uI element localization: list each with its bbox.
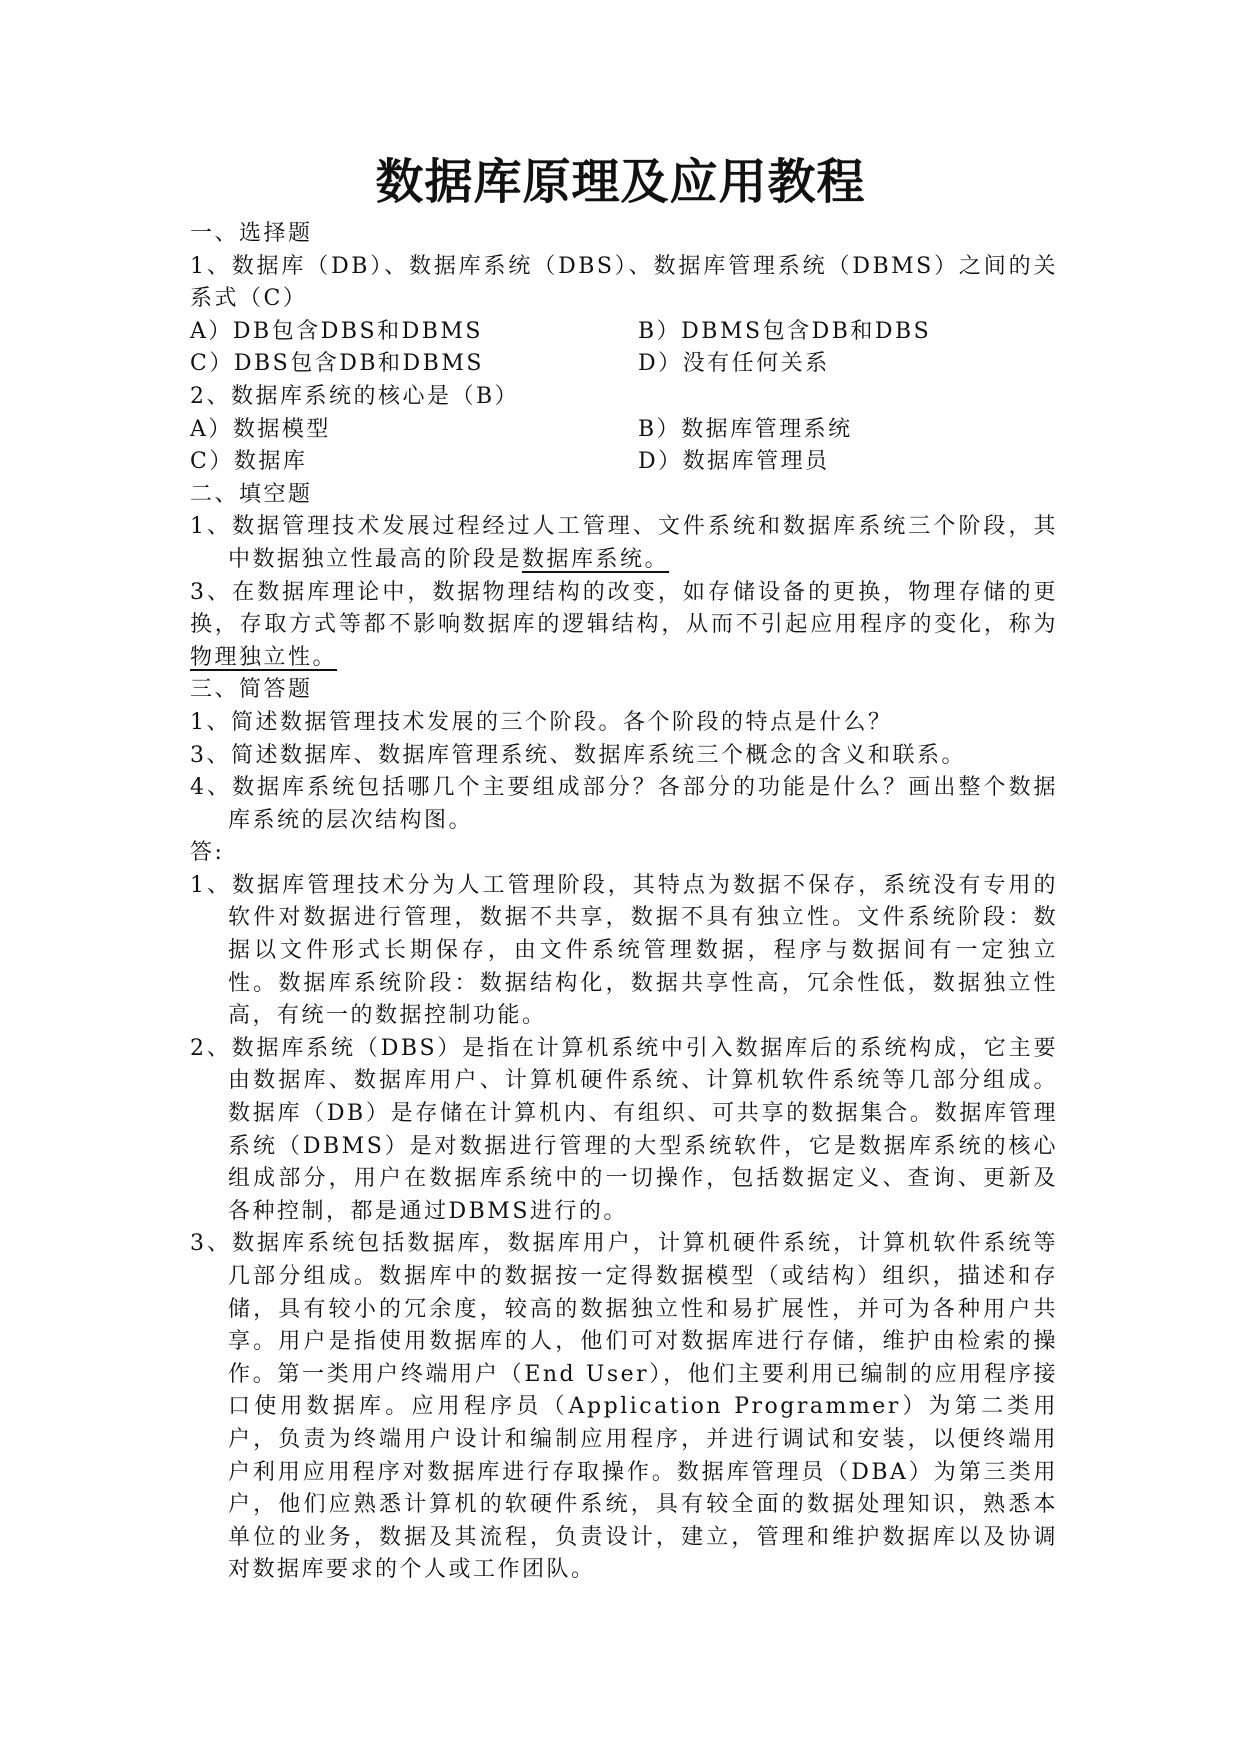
option-d: D）没有任何关系	[638, 351, 830, 377]
document-body	[190, 218, 1058, 1587]
section-heading-short-answer: 三、简答题	[190, 677, 313, 703]
answer-blank: 数据库系统。	[522, 546, 670, 572]
section-heading-choice: 一、选择题	[190, 221, 313, 246]
option-c: C）数据库	[190, 449, 308, 475]
answers-label: 答:	[190, 840, 225, 866]
section-heading-fill: 二、填空题	[190, 481, 313, 507]
options-row	[190, 316, 1058, 349]
answer-1: 1、数据库管理技术分为人工管理阶段，其特点为数据不保存，系统没有专用的软件对数据进行管理，数据不共享，数据不具有独立性。文件系统阶段：数据以文件形式长期保存，由文件系统管理数据，程序与数据间有一定独立性。数据库系统阶段：数据结构化，数据共享性高，冗余性低，数据独立性高，有统一的数据控制功能。	[190, 872, 1058, 1029]
options-row	[190, 414, 1058, 447]
option-b: B）数据库管理系统	[638, 416, 853, 442]
options-row	[190, 348, 1058, 381]
option-b: B）DBMS包含DB和DBS	[638, 318, 932, 344]
options-row	[190, 446, 1058, 479]
question-text: 3、在数据库理论中，数据物理结构的改变，如存储设备的更换，物理存储的更换，存取方式等都不影响数据库的逻辑结构，从而不引起应用程序的变化，称为	[190, 579, 1058, 638]
question-choice-2: 2、数据库系统的核心是（B）	[190, 383, 520, 409]
question-fill-3	[190, 577, 1058, 675]
question-short-1: 1、简述数据管理技术发展的三个阶段。各个阶段的特点是什么？	[190, 709, 893, 735]
question-text: 1、数据管理技术发展过程经过人工管理、文件系统和数据库系统三个阶段，其中数据独立性最高的阶段是	[190, 514, 1058, 572]
option-a: A）DB包含DBS和DBMS	[190, 318, 483, 344]
question-choice-1: 1、数据库（DB）、数据库系统（DBS）、数据库管理系统（DBMS）之间的关系式（C）	[190, 253, 1058, 312]
option-c: C）DBS包含DB和DBMS	[190, 351, 484, 377]
answer-3: 3、数据库系统包括数据库，数据库用户，计算机硬件系统，计算机软件系统等几部分组成。数据库中的数据按一定得数据模型（或结构）组织，描述和存储，具有较小的冗余度，较高的数据独立性和易扩展性，并可为各种用户共享。用户是指使用数据库的人，他们可对数据库进行存储，维护由检索的操作。第一类用户终端用户（End User），他们主要利用已编制的应用程序接口使用数据库。应用程序员（Application Programmer）为第二类用户，负责为终端用户设计和编制应用程序，并进行调试和安装，以便终端用户利用应用程序对数据库进行存取操作。数据库管理员（DBA）为第三类用户，他们应熟悉计算机的软硬件系统，具有较全面的数据处理知识，熟悉本单位的业务，数据及其流程，负责设计，建立，管理和维护数据库以及协调对数据库要求的个人或工作团队。	[190, 1231, 1058, 1583]
option-d: D）数据库管理员	[638, 449, 830, 475]
answer-2: 2、数据库系统（DBS）是指在计算机系统中引入数据库后的系统构成，它主要由数据库、数据库用户、计算机硬件系统、计算机软件系统等几部分组成。数据库（DB）是存储在计算机内、有组织、可共享的数据集合。数据库管理系统（DBMS）是对数据进行管理的大型系统软件，它是数据库系统的核心组成部分，用户在数据库系统中的一切操作，包括数据定义、查询、更新及各种控制，都是通过DBMS进行的。	[190, 1035, 1058, 1224]
document-title: 数据库原理及应用教程	[375, 154, 866, 210]
question-short-3: 3、简述数据库、数据库管理系统、数据库系统三个概念的含义和联系。	[190, 742, 966, 768]
question-fill-1	[190, 511, 1058, 576]
option-a: A）数据模型	[190, 416, 331, 442]
question-short-4: 4、数据库系统包括哪几个主要组成部分？各部分的功能是什么？画出整个数据库系统的层次结构图。	[190, 775, 1058, 833]
answer-blank: 物理独立性。	[190, 644, 338, 670]
